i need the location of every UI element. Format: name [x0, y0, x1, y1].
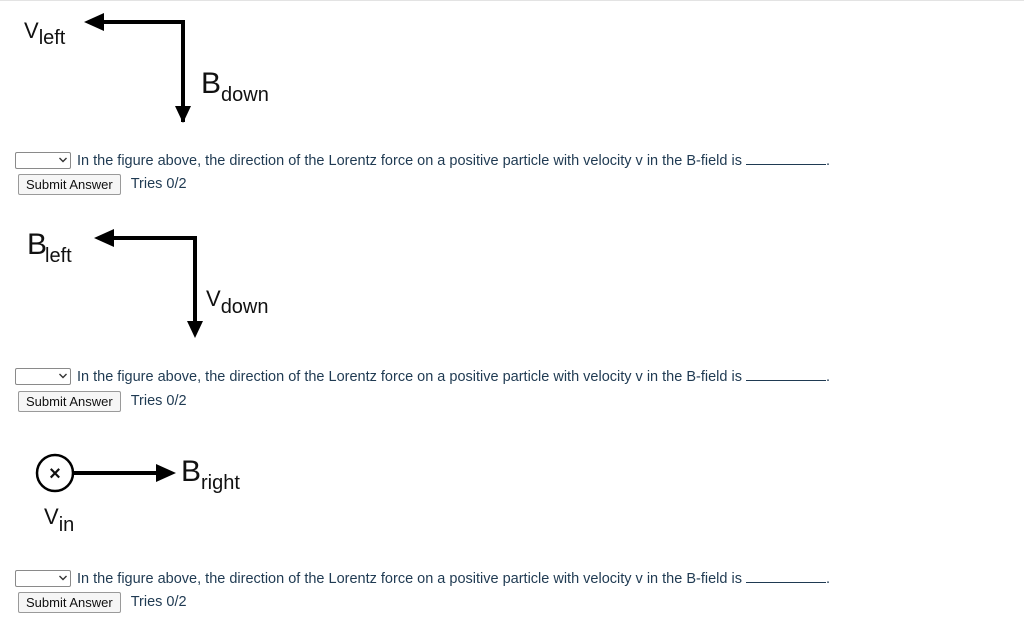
question-3-answer-select[interactable] [15, 570, 71, 587]
b-down-label: $B_{down}$ [201, 67, 269, 106]
question-3-submit-button[interactable]: Submit Answer [18, 592, 121, 613]
chevron-down-icon [58, 371, 68, 381]
answer-blank [746, 570, 826, 583]
chevron-down-icon [58, 155, 68, 165]
question-2-answer-select[interactable] [15, 368, 71, 385]
question-3-text: In the figure above, the direction of the Lorentz force on a positive particle with velocity v in the B-field is . [77, 570, 830, 587]
b-left-arrowhead [94, 229, 114, 247]
b-down-arrowhead [175, 106, 191, 123]
question-1-answer-select[interactable] [15, 152, 71, 169]
b-right-arrowhead [156, 464, 176, 482]
question-2-actions [18, 390, 187, 412]
b-right-label: $B_{right}$ [181, 455, 240, 494]
question-1-tries: Tries 0/2 [130, 176, 187, 192]
v-down-label: Vdown [206, 286, 269, 318]
b-left-arrow [114, 238, 195, 322]
question-3-row [15, 568, 830, 588]
figure-1 [24, 13, 269, 123]
question-1-actions [18, 173, 187, 195]
b-left-label: Bleft [27, 228, 72, 267]
figure-2 [27, 228, 269, 338]
velocity-left-arrowhead [84, 13, 104, 31]
figure-3 [37, 455, 240, 536]
into-page-cross: × [49, 463, 61, 485]
velocity-left-arrow [104, 22, 183, 122]
question-1-row [15, 150, 830, 170]
question-1-text: In the figure above, the direction of the Lorentz force on a positive particle with velocity v in the B-field is . [77, 152, 830, 169]
v-down-arrowhead [187, 321, 203, 338]
answer-blank [746, 368, 826, 381]
chevron-down-icon [58, 573, 68, 583]
question-2-submit-button[interactable]: Submit Answer [18, 391, 121, 412]
v-in-label: Vin [44, 504, 75, 536]
question-3-actions [18, 591, 187, 613]
answer-blank [746, 152, 826, 165]
question-2-text: In the figure above, the direction of the Lorentz force on a positive particle with velocity v in the B-field is . [77, 368, 830, 385]
question-1-submit-button[interactable]: Submit Answer [18, 174, 121, 195]
question-2-row [15, 366, 830, 386]
v-left-label: Vleft [24, 18, 66, 49]
question-3-tries: Tries 0/2 [130, 594, 187, 610]
question-2-tries: Tries 0/2 [130, 393, 187, 409]
